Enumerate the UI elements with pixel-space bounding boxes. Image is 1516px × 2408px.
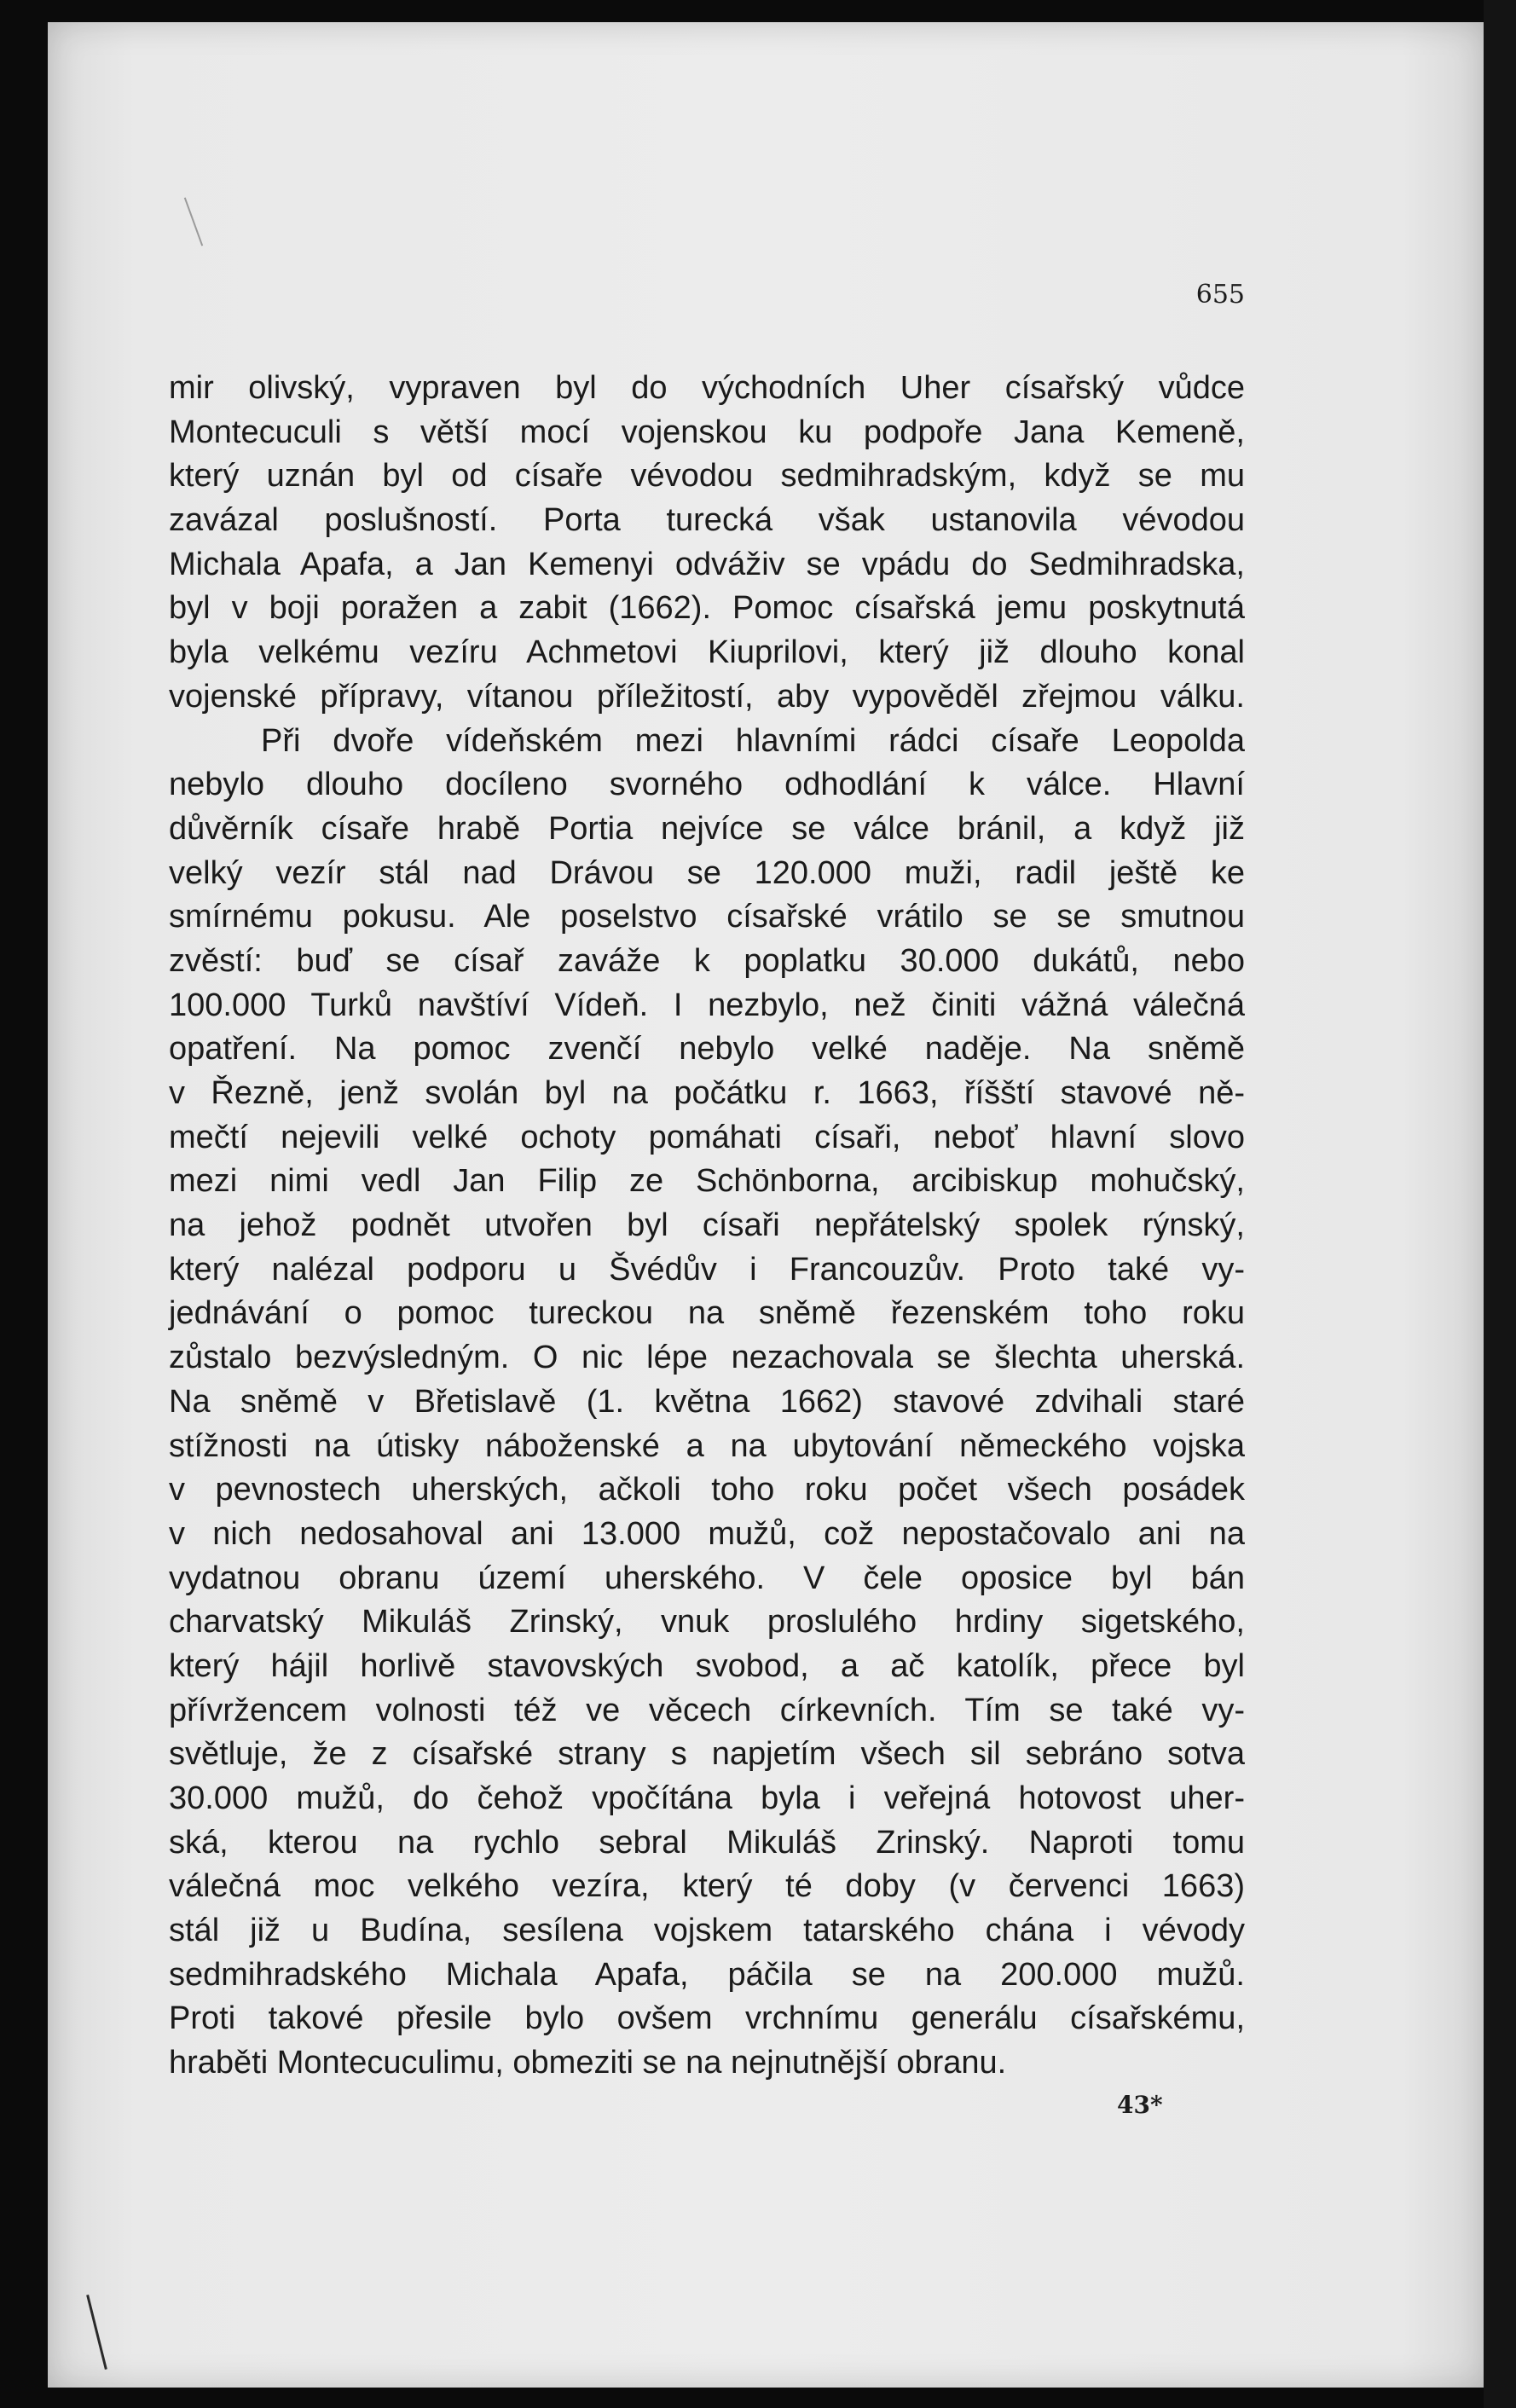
text-line: 100.000 Turků navštíví Vídeň. I nezbylo, než činiti vážná válečná [169, 987, 1245, 1023]
text-line: Michala Apafa, a Jan Kemenyi odváživ se vpádu do Sedmihradska, [169, 546, 1245, 582]
text-line: sedmihradského Michala Apafa, páčila se na 200.000 mužů. [169, 1956, 1245, 1993]
text-line: který nalézal podporu u Švédův i Francouzův. Proto také vy- [169, 1251, 1245, 1288]
text-line: Montecuculi s větší mocí vojenskou ku podpoře Jana Kemeně, [169, 414, 1245, 450]
text-line: smírnému pokusu. Ale poselstvo císařské vrátilo se se smutnou [169, 899, 1245, 935]
text-line: zvěstí: buď se císař zaváže k poplatku 30.000 dukátů, nebo [169, 942, 1245, 979]
text-line: válečná moc velkého vezíra, který té doby (v červenci 1663) [169, 1868, 1245, 1905]
text-line: nebylo dlouho docíleno svorného odhodlání k válce. Hlavní [169, 767, 1245, 803]
text-line: zavázal poslušností. Porta turecká však ustanovila vévodou [169, 502, 1245, 539]
text-line: který uznán byl od císaře vévodou sedmihradským, když se mu [169, 458, 1245, 495]
text-line: jednávání o pomoc tureckou na sněmě řezenském toho roku [169, 1295, 1245, 1332]
text-line: stížnosti na útisky náboženské a na ubytování německého vojska [169, 1427, 1245, 1464]
text-line: vojenské přípravy, vítanou příležitostí, aby vypověděl zřejmou válku. [169, 678, 1245, 715]
text-line: opatření. Na pomoc zvenčí nebylo velké naděje. Na sněmě [169, 1031, 1245, 1068]
text-line: hraběti Montecuculimu, obmeziti se na nejnutnější obranu. [169, 2045, 1007, 2081]
text-line: na jehož podnět utvořen byl císaři nepřátelský spolek rýnský, [169, 1207, 1245, 1244]
text-line: v nich nedosahoval ani 13.000 mužů, což nepostačovalo ani na [169, 1515, 1245, 1552]
text-line: Na sněmě v Břetislavě (1. května 1662) stavové zdvihali staré [169, 1383, 1245, 1420]
text-line: světluje, že z císařské strany s napjetím všech sil sebráno sotva [169, 1736, 1245, 1773]
signature-mark: 43* [1117, 2091, 1163, 2119]
text-line: důvěrník císaře hrabě Portia nejvíce se válce bránil, a když již [169, 810, 1245, 847]
text-line: Při dvoře vídeňském mezi hlavními rádci císaře Leopolda [261, 722, 1245, 759]
body-text [169, 367, 1245, 2086]
text-line: Proti takové přesile bylo ovšem vrchnímu generálu císařskému, [169, 2000, 1245, 2037]
page-edge-shadow [1484, 0, 1516, 2408]
text-line: byl v boji poražen a zabit (1662). Pomoc císařská jemu poskytnutá [169, 590, 1245, 627]
text-line: v Řezně, jenž svolán byl na počátku r. 1663, říšští stavové ně- [169, 1075, 1245, 1111]
page-number: 655 [1195, 280, 1245, 310]
text-line: v pevnostech uherských, ačkoli toho roku počet všech posádek [169, 1472, 1245, 1508]
text-line: ská, kterou na rychlo sebral Mikuláš Zrinský. Naproti tomu [169, 1824, 1245, 1861]
text-line: mir olivský, vypraven byl do východních Uher císařský vůdce [169, 370, 1245, 406]
text-line: byla velkému vezíru Achmetovi Kiuprilovi, který již dlouho konal [169, 634, 1245, 671]
text-line: charvatský Mikuláš Zrinský, vnuk proslulého hrdiny sigetského, [169, 1604, 1245, 1641]
text-line: 30.000 mužů, do čehož vpočítána byla i veřejná hotovost uher- [169, 1780, 1245, 1816]
text-line: který hájil horlivě stavovských svobod, a ač katolík, přece byl [169, 1647, 1245, 1684]
text-line: vydatnou obranu území uherského. V čele oposice byl bán [169, 1560, 1245, 1596]
text-line: mečtí nejevili velké ochoty pomáhati císaři, neboť hlavní slovo [169, 1119, 1245, 1155]
text-line: mezi nimi vedl Jan Filip ze Schönborna, arcibiskup mohučský, [169, 1163, 1245, 1200]
text-line: velký vezír stál nad Drávou se 120.000 muži, radil ještě ke [169, 854, 1245, 891]
text-line: přívržencem volnosti též ve věcech církevních. Tím se také vy- [169, 1692, 1245, 1728]
text-line: zůstalo bezvýsledným. O nic lépe nezachovala se šlechta uherská. [169, 1340, 1245, 1376]
text-line: stál již u Budína, sesílena vojskem tatarského chána i vévody [169, 1913, 1245, 1949]
